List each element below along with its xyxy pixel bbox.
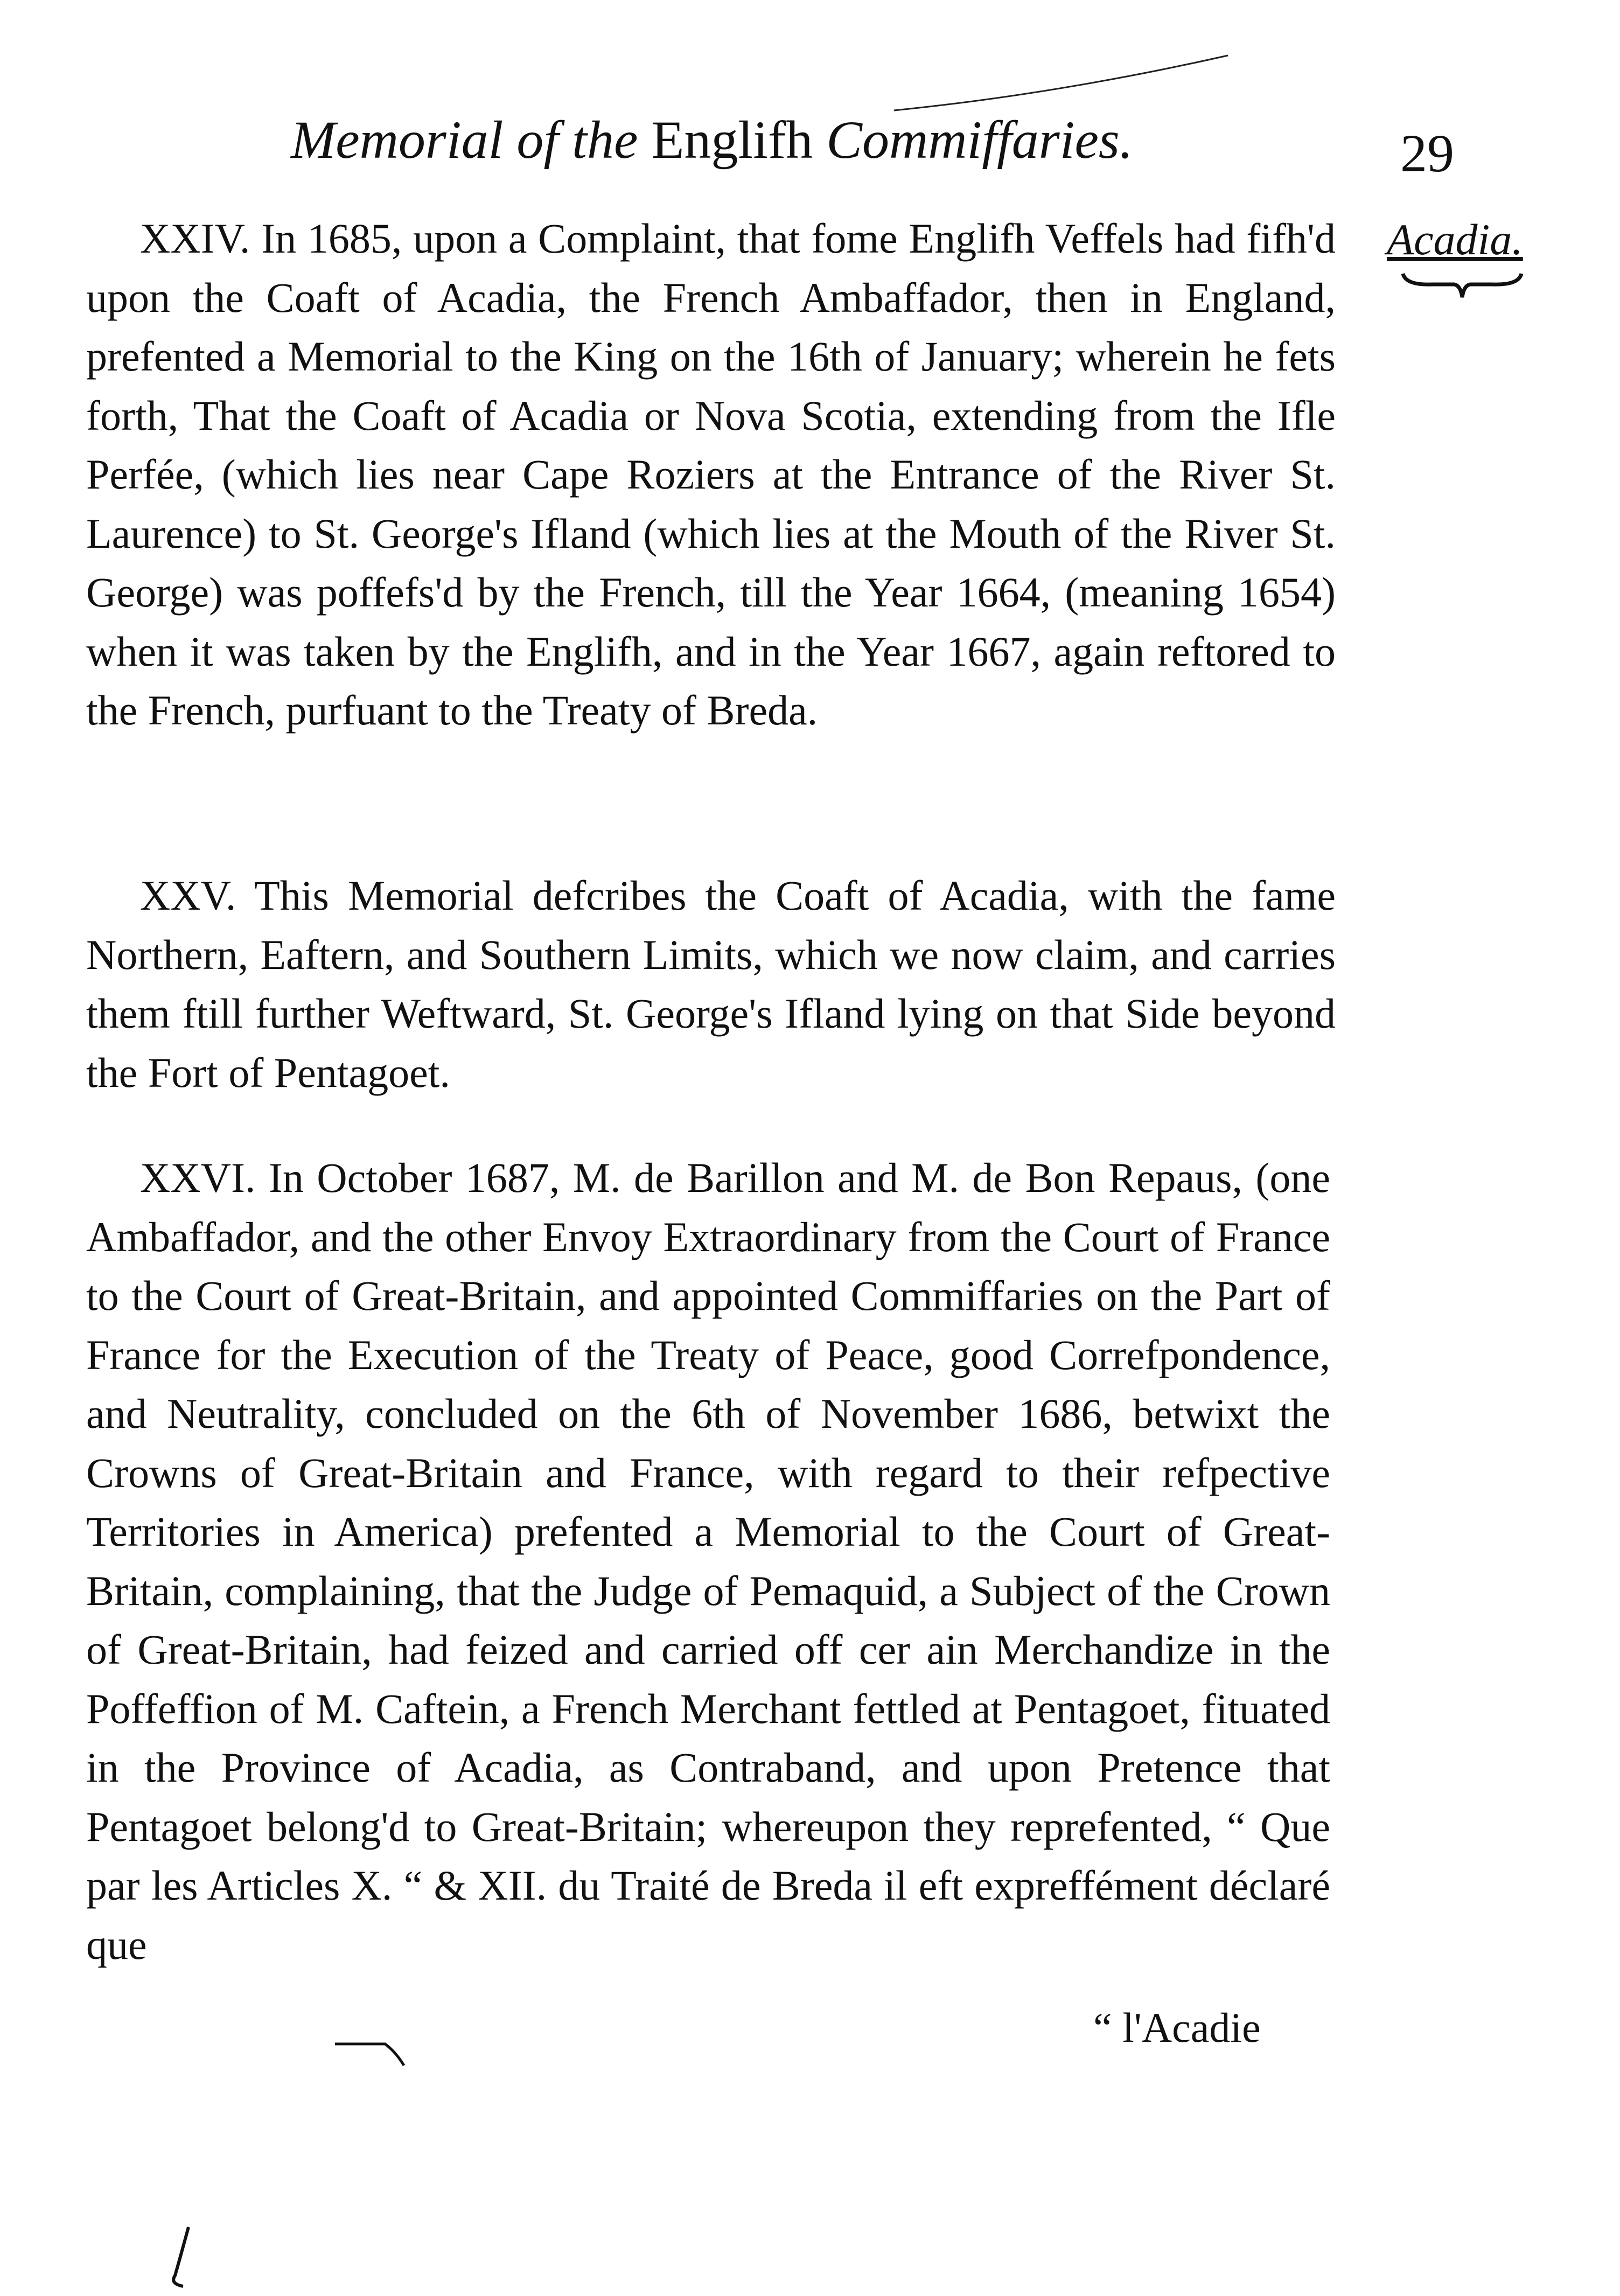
running-head-italic: Memorial of the (291, 110, 638, 170)
page-number: 29 (1400, 123, 1454, 183)
margin-brace-icon (1400, 269, 1524, 302)
paragraph-xxvi (86, 1148, 1330, 1974)
paragraph-text: XXV. This Memorial defcribes the Coaft of Acadia, with the fame Northern, Eaftern, and Southern Limits, which we now claim, and carries them ftill further Weftward, St. George's Ifland lying on that Side beyond the Fort of Pentagoet. (86, 872, 1336, 1096)
ink-stroke-corner (164, 2224, 197, 2289)
ink-stroke-bottom (334, 2033, 409, 2071)
running-head-roman: Englifh (651, 110, 813, 170)
catchword: “ l'Acadie (1093, 2004, 1261, 2051)
paragraph-text: XXIV. In 1685, upon a Complaint, that fome Englifh Veffels had fifh'd upon the Coaft of Acadia, the French Ambaffador, then in England, prefented a Memorial to the King on the 16th of January; wherein he fets forth, That the Coaft of Acadia or Nova Scotia, extending from the Ifle Perfée, (which lies near Cape Roziers at the Entrance of the River St. Laurence) to St. George's Ifland (which lies at the Mouth of the River St. George) was poffefs'd by the French, till the Year 1664, (meaning 1654) when it was taken by the Englifh, and in the Year 1667, again reftored to the French, purfuant to the Treaty of Breda. (86, 215, 1336, 734)
running-head-italic-end: Commiffaries. (826, 110, 1133, 170)
paragraph-xxv (86, 866, 1336, 1102)
ink-stroke-header (894, 51, 1239, 116)
paragraph-xxiv (86, 209, 1336, 740)
margin-note: Acadia. (1387, 215, 1523, 264)
paragraph-text: XXVI. In October 1687, M. de Barillon and M. de Bon Repaus, (one Ambaffador, and the other Envoy Extraordinary from the Court of France to the Court of Great-Britain, and appointed Commiffaries on the Part of France for the Execution of the Treaty of Peace, good Correfpondence, and Neutrality, concluded on the 6th of November 1686, betwixt the Crowns of Great-Britain and France, with regard to their refpective Territories in America) prefented a Memorial to the Court of Great-Britain, complaining, that the Judge of Pemaquid, a Subject of the Crown of Great-Britain, had feized and carried off cer ain Merchandize in the Poffeffion of M. Caftein, a French Merchant fettled at Pentagoet, fituated in the Province of Acadia, as Contraband, and upon Pretence that Pentagoet belong'd to Great-Britain; whereupon they reprefented, “ Que par les Articles X. “ & XII. du Traité de Breda il eft expreffément déclaré que (86, 1154, 1330, 1968)
